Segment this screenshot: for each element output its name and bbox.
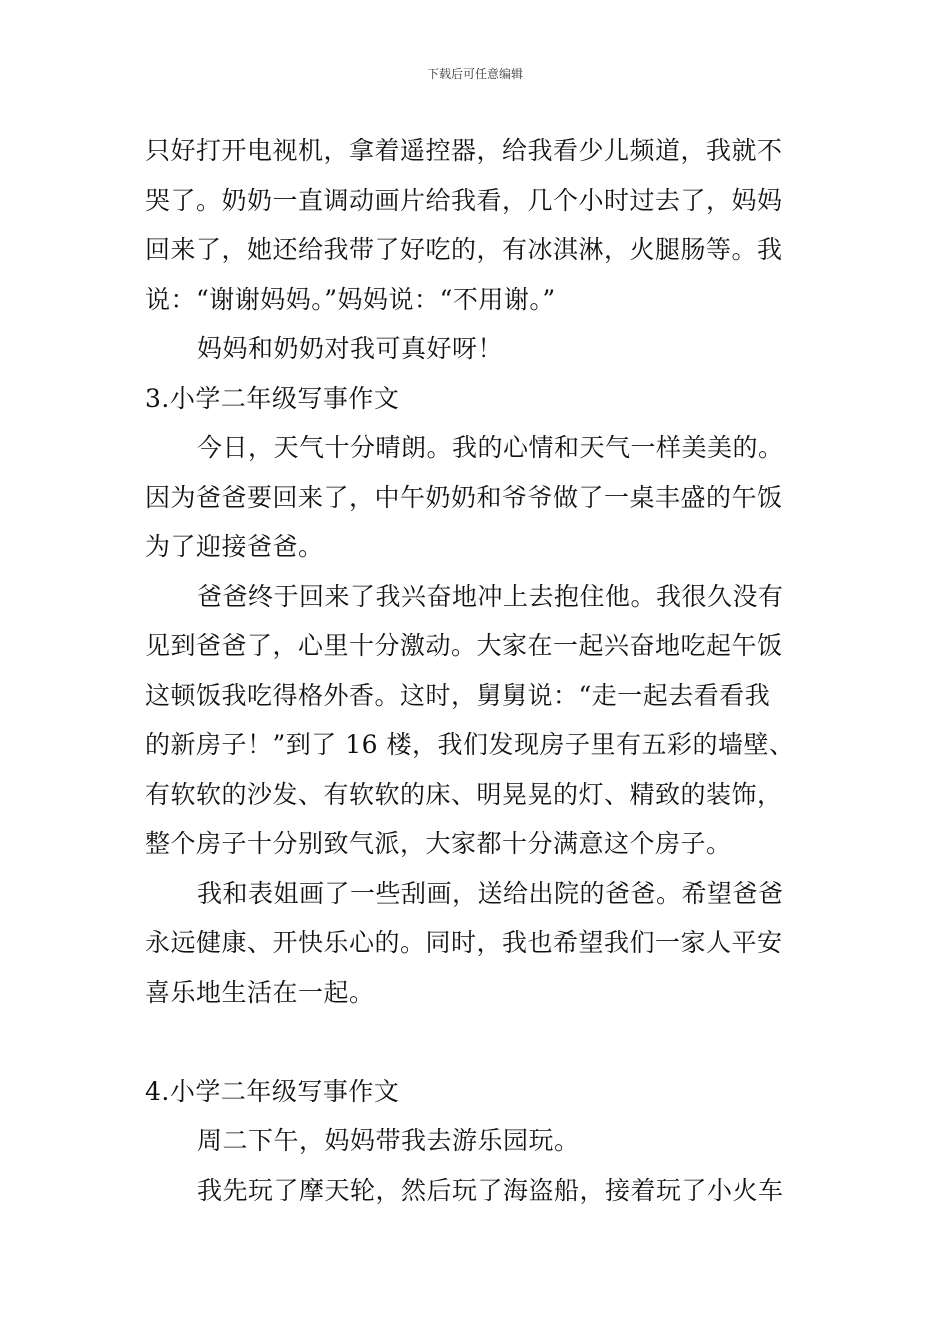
paragraph-start: 我和表姐画了一些刮画，送给出院的爸爸。希望爸爸: [197, 878, 784, 908]
section-heading-4: 4.小学二年级写事作文: [145, 1076, 400, 1106]
text-line: 说：“谢谢妈妈。”妈妈说：“不用谢。”: [145, 284, 556, 314]
text-line: 因为爸爸要回来了，中午奶奶和爷爷做了一桌丰盛的午饭: [145, 482, 783, 512]
paragraph-start: 妈妈和奶奶对我可真好呀！: [197, 334, 504, 363]
text-line: 永远健康、开快乐心的。同时，我也希望我们一家人平安: [145, 928, 783, 957]
text-line: 整个房子十分别致气派，大家都十分满意这个房子。: [145, 829, 732, 858]
blank-line: [145, 1017, 810, 1067]
text-line: 为了迎接爸爸。: [145, 532, 324, 561]
section-heading-3: 3.小学二年级写事作文: [145, 383, 400, 413]
text-line: 有软软的沙发、有软软的床、明晃晃的灯、精致的装饰，: [145, 779, 783, 809]
text-line: 哭了。奶奶一直调动画片给我看，几个小时过去了，妈妈: [145, 185, 783, 215]
document-body: [145, 126, 810, 1215]
header-note: 下载后可任意编辑: [426, 67, 523, 81]
paragraph-start: 今日，天气十分晴朗。我的心情和天气一样美美的。: [197, 433, 784, 462]
text-line: 喜乐地生活在一起。: [145, 977, 375, 1007]
paragraph-start: 我先玩了摩天轮，然后玩了海盗船，接着玩了小火车: [197, 1175, 784, 1205]
text-line: 见到爸爸了，心里十分激动。大家在一起兴奋地吃起午饭: [145, 631, 783, 660]
text-line: 回来了，她还给我带了好吃的，有冰淇淋，火腿肠等。我: [145, 235, 783, 264]
paragraph-start: 周二下午，妈妈带我去游乐园玩。: [197, 1126, 580, 1155]
text-line: 的新房子！”到了 16 楼，我们发现房子里有五彩的墙壁、: [145, 730, 795, 759]
text-line: 只好打开电视机，拿着遥控器，给我看少儿频道，我就不: [145, 136, 783, 165]
text-line: 这顿饭我吃得格外香。这时，舅舅说：“走一起去看看我: [145, 680, 771, 710]
paragraph-start: 爸爸终于回来了我兴奋地冲上去抱住他。我很久没有: [197, 581, 784, 611]
